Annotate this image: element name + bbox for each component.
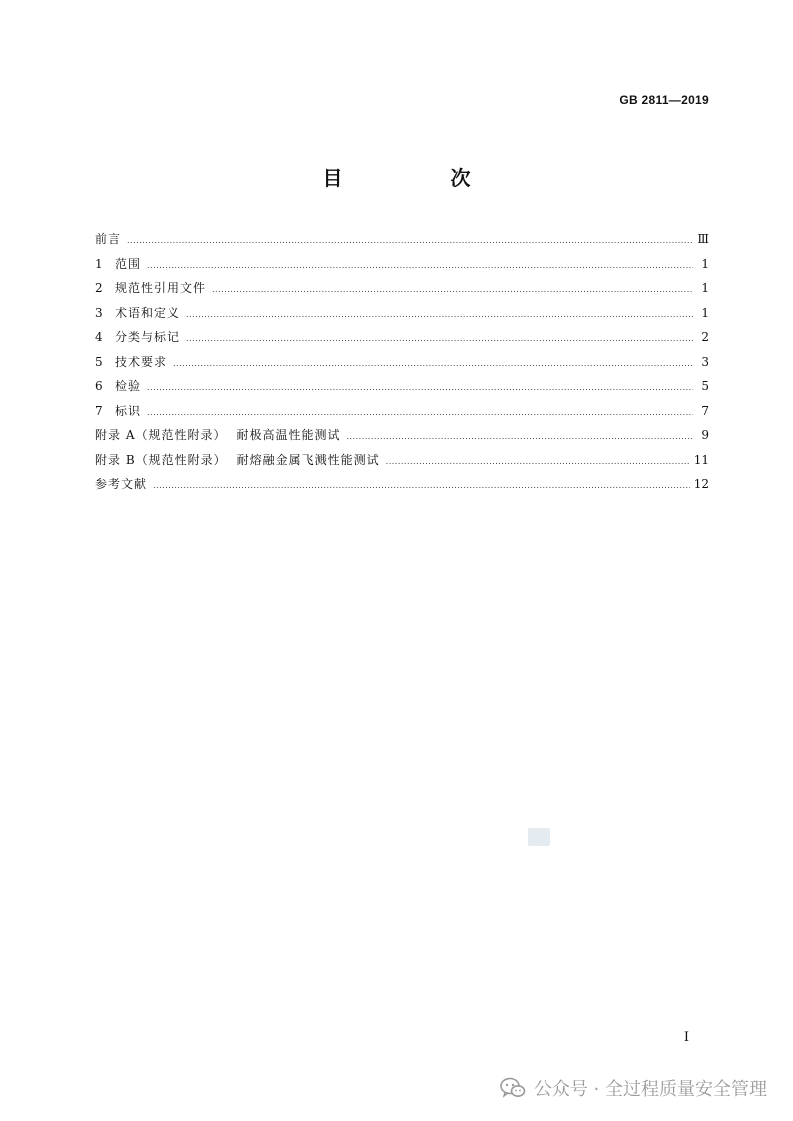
toc-entry-number: 5 [95,354,104,369]
toc-entry-label: 前言 [95,232,122,246]
toc-entry-scope[interactable] [95,252,709,277]
toc-entry-marking[interactable] [95,399,709,424]
toc-entry-text: 技术要求 [115,354,168,369]
page-number: I [683,1030,689,1045]
toc-entry-label [95,301,186,326]
toc-entry-number: 附录 A（规范性附录） [95,428,227,442]
leader-dots [386,450,690,475]
toc-entry-label [95,276,212,301]
toc-entry-page: 7 [701,403,709,418]
toc-entry-page: 3 [701,354,709,369]
toc-entry-text: 分类与标记 [115,330,181,344]
leader-dots [173,352,693,377]
toc-entry-page: 12 [693,477,709,491]
toc-entry-label [95,374,147,399]
footer-brand [500,1075,767,1101]
toc-entry-number: 1 [95,256,104,271]
toc-entry-text: 规范性引用文件 [115,281,207,295]
toc-entry-page: 1 [701,256,709,271]
toc-entry-annex-a[interactable] [95,423,709,448]
leader-dots [347,425,694,450]
toc-entry-page: 9 [701,428,709,442]
watermark-logo [528,828,550,846]
toc-entry-classification[interactable] [95,325,709,350]
toc-entry-text: 范围 [115,256,142,271]
toc-entry-number: 2 [95,281,104,295]
leader-dots [186,327,693,352]
toc-entry-text: 检验 [115,379,142,393]
table-of-contents [95,227,709,497]
toc-entry-annex-b[interactable] [95,448,709,473]
toc-entry-label [95,350,173,375]
toc-entry-number: 3 [95,305,104,320]
toc-entry-label [95,399,147,424]
toc-entry-label: 参考文献 [95,477,148,491]
toc-entry-foreword[interactable] [95,227,709,252]
wechat-icon [500,1077,526,1099]
toc-entry-page: 1 [701,281,709,295]
toc-entry-label [95,252,147,277]
leader-dots [212,278,693,303]
toc-entry-inspection[interactable] [95,374,709,399]
toc-entry-number: 4 [95,330,104,344]
leader-dots [127,229,693,254]
toc-entry-number: 7 [95,403,104,418]
toc-entry-text: 术语和定义 [115,305,181,320]
leader-dots [147,376,693,401]
leader-dots [186,303,693,328]
toc-entry-text: 标识 [115,403,142,418]
standard-code: GB 2811—2019 [619,93,709,107]
leader-dots [147,401,693,426]
toc-entry-bibliography[interactable] [95,472,709,497]
toc-entry-page: 11 [693,452,709,467]
toc-entry-page: 1 [701,305,709,320]
toc-entry-page: 5 [701,379,709,393]
toc-entry-text: 耐熔融金属飞溅性能测试 [236,452,380,467]
toc-entry-text: 耐极高温性能测试 [236,428,341,442]
toc-entry-page: Ⅲ [697,232,709,246]
toc-entry-label [95,423,347,448]
toc-entry-normative-references[interactable] [95,276,709,301]
toc-entry-label [95,325,186,350]
footer-brand-text: 公众号 · 全过程质量安全管理 [533,1079,767,1100]
leader-dots [147,254,693,279]
toc-entry-technical-requirements[interactable] [95,350,709,375]
toc-entry-terms-definitions[interactable] [95,301,709,326]
toc-entry-number: 附录 B（规范性附录） [95,452,227,467]
toc-title: 目 次 [322,166,515,190]
toc-entry-number: 6 [95,379,104,393]
toc-entry-page: 2 [701,330,709,344]
leader-dots [153,474,690,499]
toc-entry-label [95,448,386,473]
